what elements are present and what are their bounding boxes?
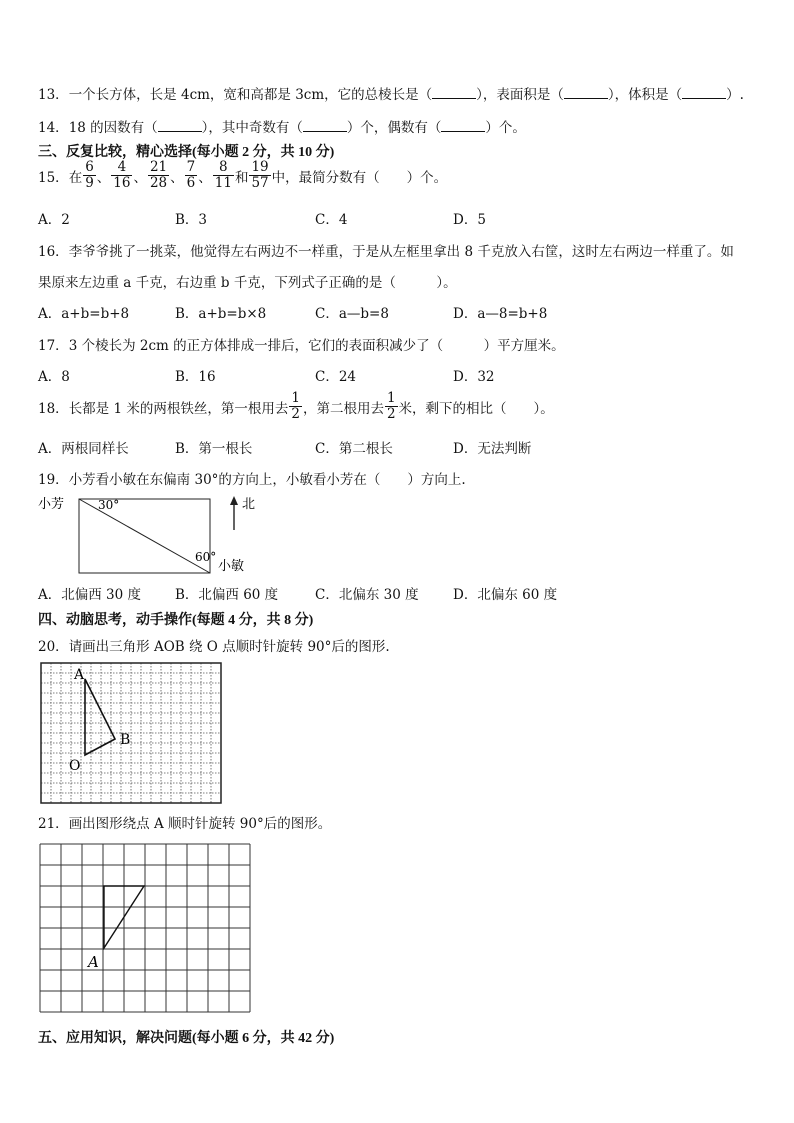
question-text: ），表面积是（	[476, 87, 564, 103]
label-xiaofang: 小芳	[38, 497, 65, 512]
direction-diagram	[34, 490, 274, 578]
question-text: ）个。	[485, 120, 526, 136]
question-text: ，第二根用去	[302, 400, 384, 417]
numerator: 4	[111, 160, 132, 176]
answer-blank-2[interactable]	[564, 86, 608, 99]
numerator: 1	[386, 390, 396, 406]
angle-30: 30°	[98, 498, 120, 512]
denominator: 9	[85, 175, 94, 191]
option-c[interactable]: C．4	[315, 212, 348, 228]
option-c[interactable]: C．a—b=8	[315, 306, 389, 322]
option-b[interactable]: B．北偏西 60 度	[175, 587, 279, 603]
option-c[interactable]: C．第二根长	[315, 441, 393, 457]
fraction	[213, 160, 234, 191]
answer-blank-1[interactable]	[158, 119, 202, 132]
answer-blank-2[interactable]	[303, 119, 347, 132]
option-c[interactable]: C．24	[315, 369, 357, 385]
separator: 、	[133, 169, 147, 186]
question-number: 18．	[38, 400, 69, 417]
question-text: ）个，偶数有（	[346, 120, 442, 136]
question-number: 16．	[38, 244, 69, 260]
question-number: 21．	[38, 816, 69, 832]
denominator: 2	[386, 406, 396, 422]
q21-grid-figure	[36, 840, 258, 1018]
numerator: 8	[213, 160, 234, 176]
section-heading-4: 四、动脑思考，动手操作(每题 4 分，共 8 分)	[38, 613, 314, 628]
option-b[interactable]: B．第一根长	[175, 441, 253, 457]
numerator: 19	[251, 159, 269, 175]
option-a[interactable]: A．8	[38, 369, 70, 385]
question-19	[38, 468, 466, 488]
option-c[interactable]: C．北偏东 30 度	[315, 587, 419, 603]
north-label: 北	[242, 497, 256, 512]
denominator: 57	[251, 175, 269, 191]
question-number: 20．	[38, 639, 69, 655]
denominator: 6	[186, 175, 196, 191]
option-b[interactable]: B．16	[175, 369, 216, 385]
question-text: ），其中奇数有（	[201, 120, 303, 136]
question-20	[38, 635, 390, 655]
question-16-line-1	[38, 240, 734, 260]
denominator: 28	[149, 175, 168, 191]
question-text: 长都是 1 米的两根铁丝，第一根用去	[68, 400, 289, 417]
question-13	[38, 83, 744, 103]
numerator: 1	[291, 390, 300, 406]
option-a[interactable]: A．2	[38, 212, 70, 228]
point-o-label: O	[69, 758, 81, 774]
section-heading-3: 三、反复比较，精心选择(每小题 2 分，共 10 分)	[38, 145, 335, 160]
question-text: ）.	[726, 87, 744, 103]
answer-blank-3[interactable]	[682, 86, 726, 99]
question-number: 19．	[38, 472, 69, 488]
question-text: 和	[234, 169, 249, 186]
question-15	[38, 160, 447, 191]
option-d[interactable]: D．a—8=b+8	[453, 306, 548, 322]
separator: 、	[170, 169, 184, 186]
section-heading-5: 五、应用知识，解决问题(每小题 6 分，共 42 分)	[38, 1031, 335, 1046]
option-d[interactable]: D．5	[453, 212, 486, 228]
question-text: 李爷爷挑了一挑菜，他觉得左右两边不一样重，于是从左框里拿出 8 千克放入右筐，这时左右两边一样重了。如	[68, 244, 734, 260]
numerator: 7	[186, 159, 196, 175]
question-text: ），体积是（	[607, 87, 683, 103]
question-21	[38, 812, 331, 832]
separator: 、	[96, 169, 111, 186]
option-a[interactable]: A．a+b=b+8	[38, 306, 130, 322]
option-a[interactable]: A．北偏西 30 度	[38, 587, 142, 603]
triangle-aob	[85, 679, 115, 755]
option-d[interactable]: D．北偏东 60 度	[453, 587, 558, 603]
question-text: 在	[68, 169, 83, 186]
fraction	[249, 160, 270, 191]
question-text: 一个长方体，长是 4cm，宽和高都是 3cm，它的总棱长是（	[68, 87, 433, 103]
angle-60: 60°	[195, 550, 217, 564]
question-number: 15．	[38, 169, 69, 186]
question-text: 18 的因数有（	[68, 120, 158, 136]
point-a-label: A	[88, 953, 99, 971]
label-xiaomin: 小敏	[218, 559, 245, 574]
numerator: 21	[149, 159, 168, 175]
fraction	[385, 391, 398, 422]
north-arrow-head	[230, 496, 238, 505]
question-18	[38, 391, 554, 422]
fraction	[111, 160, 132, 191]
option-d[interactable]: D．无法判断	[453, 441, 532, 457]
answer-blank-1[interactable]	[432, 86, 476, 99]
separator: 、	[198, 169, 212, 186]
question-16-line-2: 果原来左边重 a 千克，右边重 b 千克，下列式子正确的是（ ）。	[38, 275, 457, 291]
answer-blank-3[interactable]	[441, 119, 485, 132]
question-number: 17．	[38, 338, 69, 354]
numerator: 6	[85, 159, 94, 175]
solid-grid	[40, 844, 250, 1012]
q20-grid-figure	[38, 660, 228, 808]
option-d[interactable]: D．32	[453, 369, 495, 385]
option-b[interactable]: B．a+b=b×8	[175, 306, 267, 322]
question-text: 中，最简分数有（ ）个。	[271, 169, 448, 186]
fraction	[148, 160, 169, 191]
question-14	[38, 116, 526, 136]
option-a[interactable]: A．两根同样长	[38, 441, 129, 457]
denominator: 2	[291, 406, 300, 422]
fraction	[83, 160, 96, 191]
question-text: 请画出三角形 AOB 绕 O 点顺时针旋转 90°后的图形.	[68, 639, 390, 655]
question-text: 小芳看小敏在东偏南 30°的方向上，小敏看小芳在（ ）方向上.	[68, 472, 466, 488]
question-number: 13．	[38, 87, 69, 103]
option-b[interactable]: B．3	[175, 212, 208, 228]
question-17	[38, 334, 565, 354]
question-text: 画出图形绕点 A 顺时针旋转 90°后的图形。	[68, 816, 332, 832]
fraction	[289, 391, 302, 422]
question-text: 米，剩下的相比（ ）。	[398, 400, 554, 417]
question-number: 14．	[38, 120, 69, 136]
fraction	[185, 160, 198, 191]
point-b-label: B	[120, 732, 131, 748]
denominator: 11	[214, 175, 232, 191]
question-text: 3 个棱长为 2cm 的正方体排成一排后，它们的表面积减少了（ ）平方厘米。	[68, 338, 565, 354]
point-a-label: A	[74, 667, 85, 683]
dotted-grid	[41, 663, 221, 803]
denominator: 16	[113, 175, 131, 191]
